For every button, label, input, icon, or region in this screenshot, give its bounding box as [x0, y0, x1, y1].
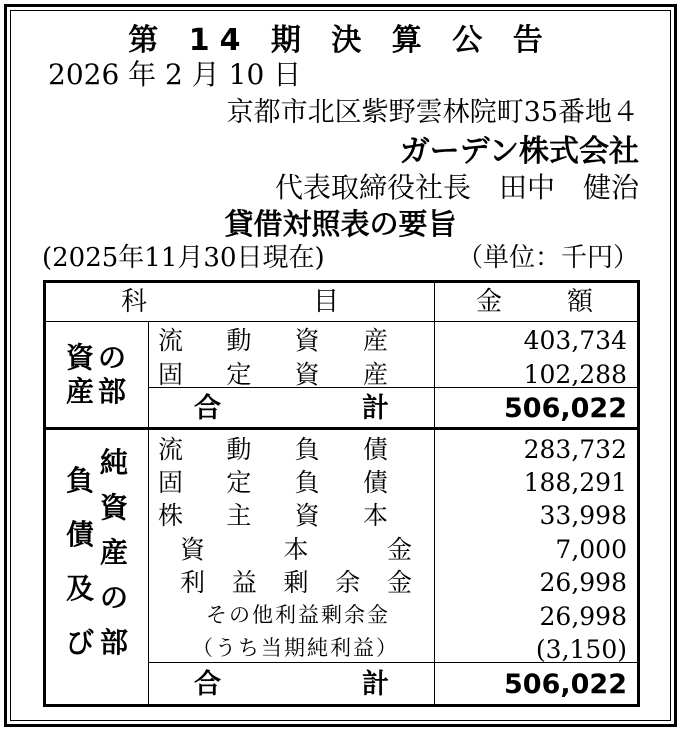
liabilities-label-5: 純: [100, 446, 129, 479]
liabilities-total-label-1: 合: [194, 669, 221, 700]
balance-sheet-title: 貸借対照表の要旨: [224, 207, 457, 241]
other-retained-earnings-amount: 26,998: [539, 602, 627, 631]
capital-stock-label: 資 本 金: [180, 535, 412, 564]
liabilities-label-3: 及: [66, 572, 95, 605]
balance-sheet-table: [43, 280, 640, 707]
assets-label-2: の: [98, 341, 127, 374]
current-liabilities-label: 流 動 負 債: [158, 435, 388, 464]
assets-label-1: 資: [66, 341, 95, 374]
representative: 代表取締役社長 田中 健治: [274, 171, 639, 204]
liabilities-label-9: 部: [100, 626, 129, 659]
liabilities-label-2: 債: [66, 518, 95, 551]
fixed-assets-label: 固 定 資 産: [158, 360, 388, 389]
current-assets-label: 流 動 資 産: [158, 326, 388, 355]
shareholders-equity-amount: 33,998: [539, 501, 627, 530]
fixed-liabilities-label: 固 定 負 債: [158, 468, 388, 497]
header-rule: [46, 321, 637, 322]
as-of-date: (2025年11月30日現在): [42, 243, 325, 273]
notice-title: 第 14 期 決 算 公 告: [128, 23, 553, 58]
assets-total-amount: 506,022: [504, 393, 627, 424]
assets-total-label-1: 合: [194, 393, 221, 424]
net-income-amount: (3,150): [535, 635, 627, 664]
fixed-assets-amount: 102,288: [523, 360, 627, 389]
header-item-2: 目: [313, 287, 340, 317]
current-assets-amount: 403,734: [523, 326, 627, 355]
net-income-label: （うち当期純利益）: [192, 636, 399, 660]
notice-date: 2026 年 2 月 10 日: [48, 58, 302, 91]
liabilities-label-6: 資: [100, 491, 129, 524]
header-amount-1: 金: [476, 287, 503, 317]
amount-rule: [434, 283, 435, 704]
liabilities-label-4: び: [66, 626, 95, 659]
fixed-liabilities-amount: 188,291: [523, 468, 627, 497]
assets-label-3: 産: [66, 375, 95, 408]
header-item-1: 科: [121, 287, 148, 317]
category-rule: [148, 321, 149, 704]
company-name: ガーデン株式会社: [399, 134, 639, 169]
retained-earnings-amount: 26,998: [539, 568, 627, 597]
capital-stock-amount: 7,000: [555, 535, 627, 564]
liabilities-total-amount: 506,022: [504, 669, 627, 700]
current-liabilities-amount: 283,732: [523, 435, 627, 464]
liabilities-label-8: の: [100, 581, 129, 614]
liabilities-label-7: 産: [100, 536, 129, 569]
section-rule: [46, 427, 637, 430]
header-amount-2: 額: [567, 287, 594, 317]
retained-earnings-label: 利 益 剰 余 金: [180, 568, 412, 597]
unit-label: （単位：千円）: [456, 243, 639, 273]
liabilities-label-1: 負: [66, 464, 95, 497]
shareholders-equity-label: 株 主 資 本: [158, 501, 388, 530]
company-address: 京都市北区紫野雲林院町35番地４: [226, 97, 639, 128]
other-retained-earnings-label: その他利益剰余金: [206, 603, 390, 627]
liabilities-total-label-2: 計: [362, 669, 389, 700]
assets-total-label-2: 計: [362, 393, 389, 424]
assets-label-4: 部: [98, 375, 127, 408]
